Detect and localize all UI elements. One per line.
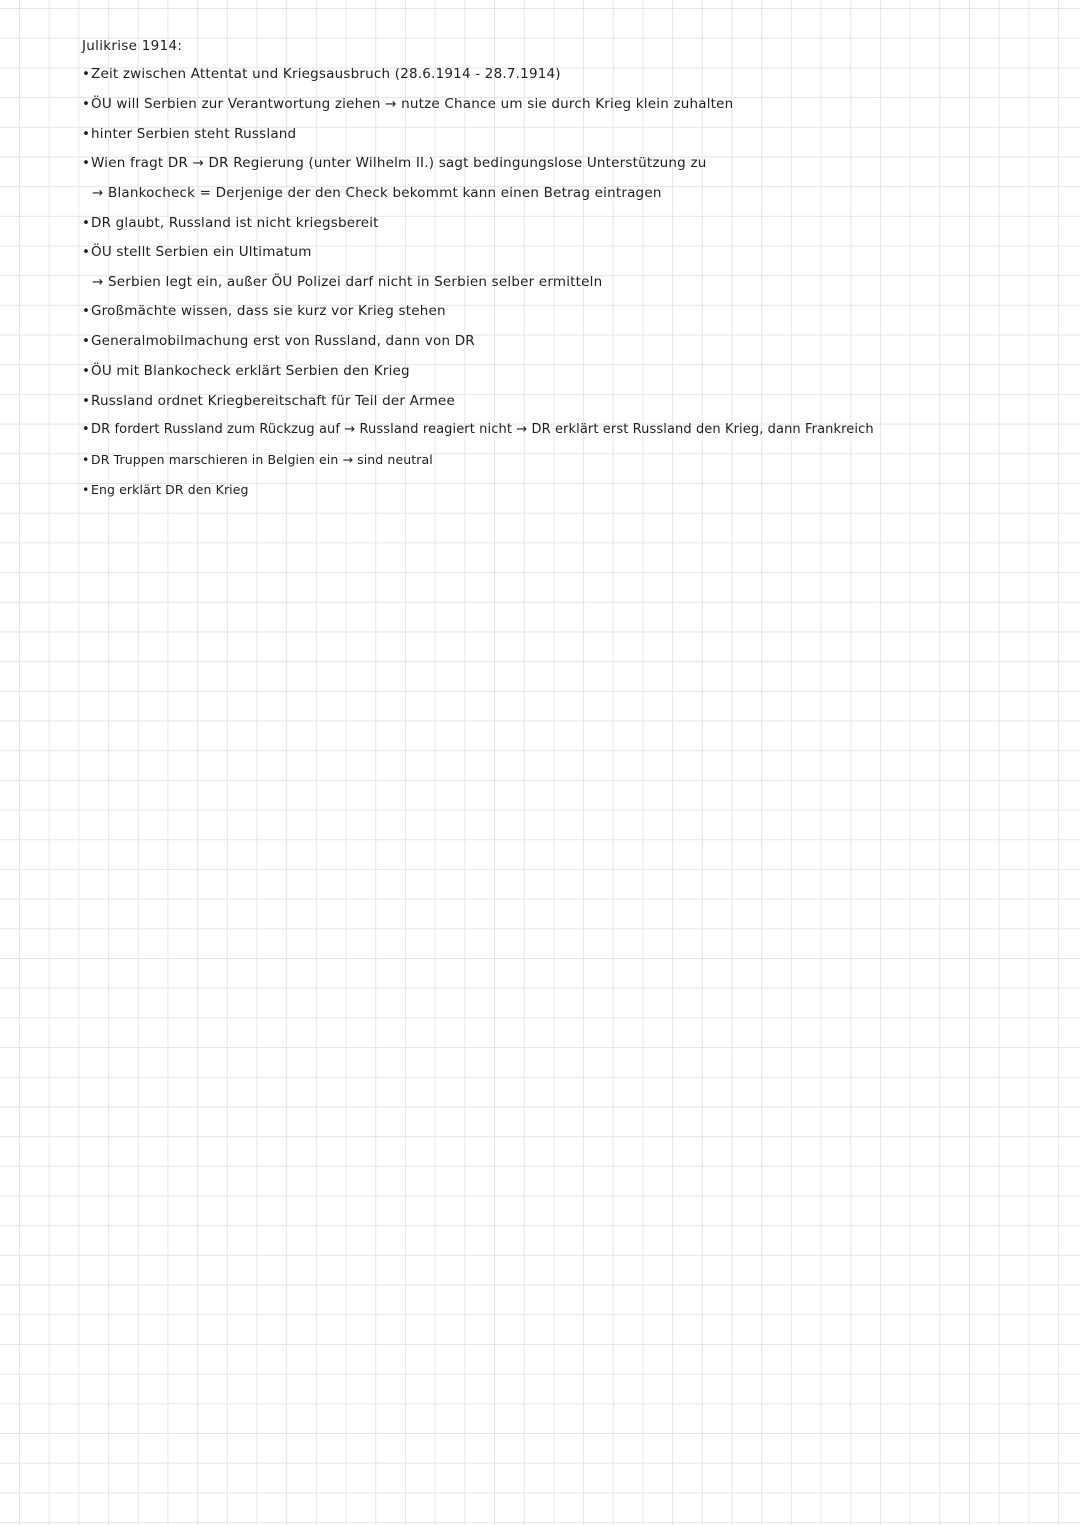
note-text: Großmächte wissen, dass sie kurz vor Krieg stehen: [91, 303, 446, 319]
note-text: hinter Serbien steht Russland: [91, 126, 297, 142]
bullet-marker: •: [82, 155, 91, 171]
note-line-1: [82, 65, 561, 83]
bullet-marker: •: [82, 363, 91, 379]
bullet-marker: •: [82, 66, 91, 82]
bullet-marker: •: [82, 96, 91, 112]
note-text: ÖU stellt Serbien ein Ultimatum: [91, 244, 312, 260]
page-title: Julikrise 1914:: [82, 38, 183, 54]
note-line-7: [82, 243, 312, 261]
note-text: Zeit zwischen Attentat und Kriegsausbruch (28.6.1914 - 28.7.1914): [91, 66, 561, 82]
note-line-10: [82, 332, 475, 350]
note-text: Wien fragt DR → DR Regierung (unter Wilhelm II.) sagt bedingungslose Unterstützung zu: [91, 155, 707, 171]
note-text: DR fordert Russland zum Rückzug auf → Russland reagiert nicht → DR erklärt erst Russland den Krieg, dann Frankreich: [91, 422, 874, 437]
note-line-11: [82, 362, 410, 380]
note-text: Generalmobilmachung erst von Russland, dann von DR: [91, 333, 475, 349]
bullet-marker: •: [82, 303, 91, 319]
note-line-8: [92, 273, 602, 291]
note-line-5: [92, 184, 662, 202]
note-line-2: [82, 95, 733, 113]
note-text: ÖU will Serbien zur Verantwortung ziehen → nutze Chance um sie durch Krieg klein zuhalten: [91, 96, 734, 112]
note-text: ÖU mit Blankocheck erklärt Serbien den Krieg: [91, 363, 410, 379]
note-line-14: [82, 451, 433, 469]
note-text: DR glaubt, Russland ist nicht kriegsbereit: [91, 215, 379, 231]
note-line-13: [82, 421, 874, 439]
note-text: → Blankocheck = Derjenige der den Check bekommt kann einen Betrag eintragen: [92, 185, 662, 201]
note-line-4: [82, 154, 707, 172]
bullet-marker: •: [82, 333, 91, 349]
note-text: → Serbien legt ein, außer ÖU Polizei darf nicht in Serbien selber ermitteln: [92, 274, 603, 290]
note-text: DR Truppen marschieren in Belgien ein → sind neutral: [91, 452, 433, 467]
note-line-3: [82, 125, 296, 143]
bullet-marker: •: [82, 452, 90, 467]
bullet-marker: •: [82, 126, 91, 142]
note-line-9: [82, 302, 446, 320]
bullet-marker: •: [82, 393, 91, 409]
bullet-marker: •: [82, 244, 91, 260]
bullet-marker: •: [82, 215, 91, 231]
note-text: Eng erklärt DR den Krieg: [91, 482, 249, 497]
note-text: Russland ordnet Kriegbereitschaft für Teil der Armee: [91, 393, 455, 409]
bullet-marker: •: [82, 482, 90, 497]
bullet-marker: •: [82, 422, 90, 437]
note-line-12: [82, 392, 455, 410]
note-line-15: [82, 481, 249, 499]
note-line-6: [82, 214, 379, 232]
